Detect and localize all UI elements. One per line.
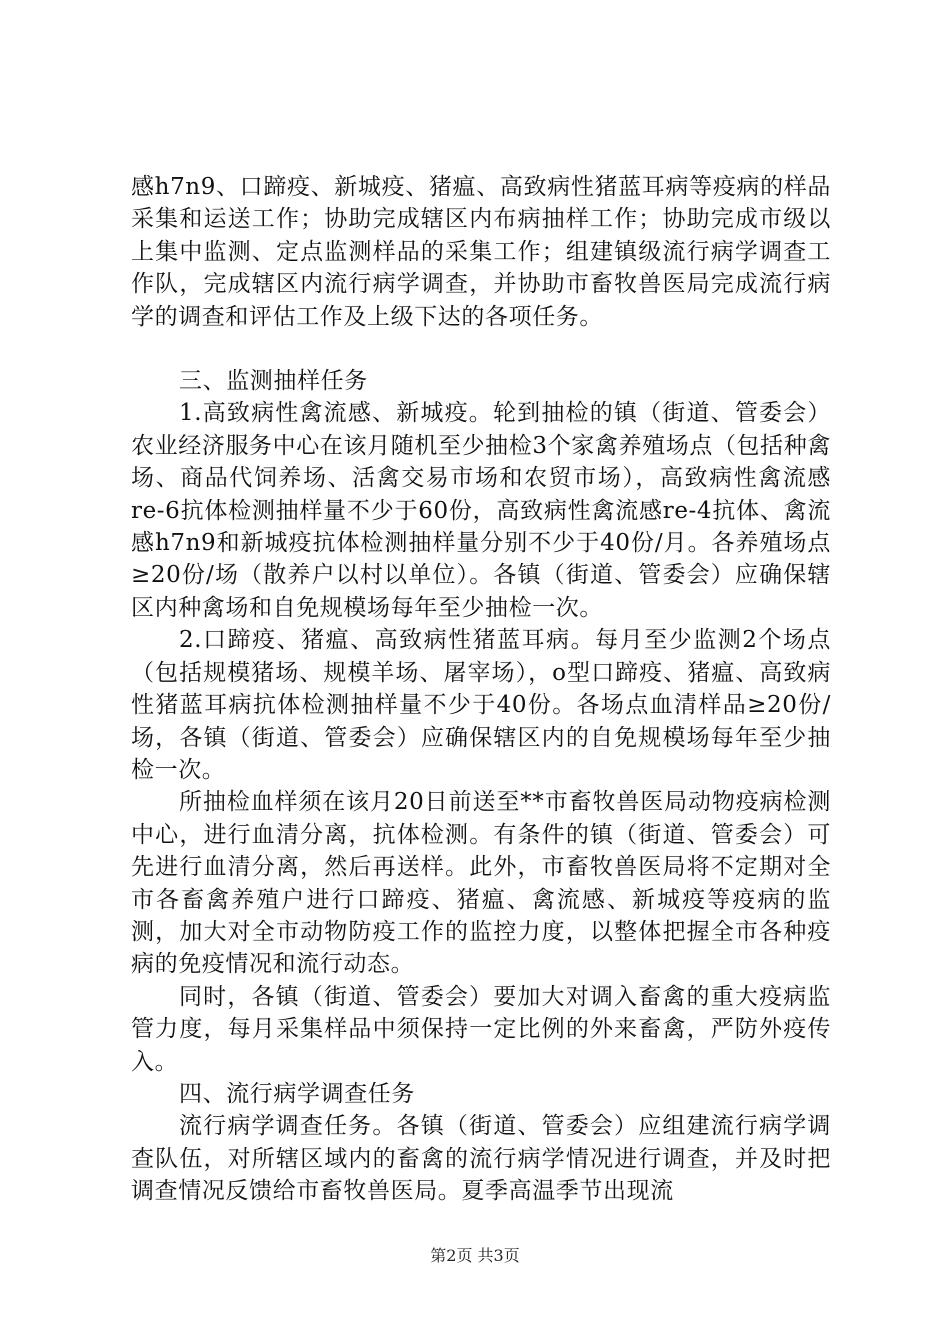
paragraph-swine-sampling: 2.口蹄疫、猪瘟、高致病性猪蓝耳病。每月至少监测2个场点（包括规模猪场、规模羊场、屠宰场），o型口蹄疫、猪瘟、高致病性猪蓝耳病抗体检测抽样量不少于40份。各场点血清样品≥20份/场，各镇（街道、管委会）应确保辖区内的自免规模场每年至少抽检一次。 bbox=[131, 627, 831, 783]
paragraph-poultry-sampling: 1.高致病性禽流感、新城疫。轮到抽检的镇（街道、管委会）农业经济服务中心在该月随机至少抽检3个家禽养殖场点（包括种禽场、商品代饲养场、活禽交易市场和农贸市场），高致病性禽流感re-6抗体检测抽样量不少于60份，高致病性禽流感re-4抗体、禽流感h7n9和新城疫抗体检测抽样量分别不少于40份/月。各养殖场点≥20份/场（散养户以村以单位）。各镇（街道、管委会）应确保辖区内种禽场和自免规模场每年至少抽检一次。 bbox=[131, 400, 831, 621]
document-body bbox=[131, 171, 831, 1208]
page-footer: 第2页 共3页 bbox=[430, 1246, 520, 1265]
paragraph-epidemiology-task: 流行病学调查任务。各镇（街道、管委会）应组建流行病学调查队伍，对所辖区域内的畜禽的流行病学情况进行调查，并及时把调查情况反馈给市畜牧兽医局。夏季高温季节出现流 bbox=[131, 1113, 831, 1205]
section-heading-epidemiology: 四、流行病学调查任务 bbox=[179, 1080, 415, 1107]
section-heading-monitoring: 三、监测抽样任务 bbox=[179, 368, 368, 395]
paragraph-imported-livestock: 同时，各镇（街道、管委会）要加大对调入畜禽的重大疫病监管力度，每月采集样品中须保持一定比例的外来畜禽，严防外疫传入。 bbox=[131, 983, 831, 1075]
paragraph-blood-samples: 所抽检血样须在该月20日前送至**市畜牧兽医局动物疫病检测中心，进行血清分离，抗体检测。有条件的镇（街道、管委会）可先进行血清分离，然后再送样。此外，市畜牧兽医局将不定期对全市各畜禽养殖户进行口蹄疫、猪瘟、禽流感、新城疫等疫病的监测，加大对全市动物防疫工作的监控力度，以整体把握全市各种疫病的免疫情况和流行动态。 bbox=[131, 789, 831, 978]
paragraph-continuation: 感h7n9、口蹄疫、新城疫、猪瘟、高致病性猪蓝耳病等疫病的样品采集和运送工作；协助完成辖区内布病抽样工作；协助完成市级以上集中监测、定点监测样品的采集工作；组建镇级流行病学调查工作队，完成辖区内流行病学调查，并协助市畜牧兽医局完成流行病学的调查和评估工作及上级下达的各项任务。 bbox=[131, 174, 831, 330]
